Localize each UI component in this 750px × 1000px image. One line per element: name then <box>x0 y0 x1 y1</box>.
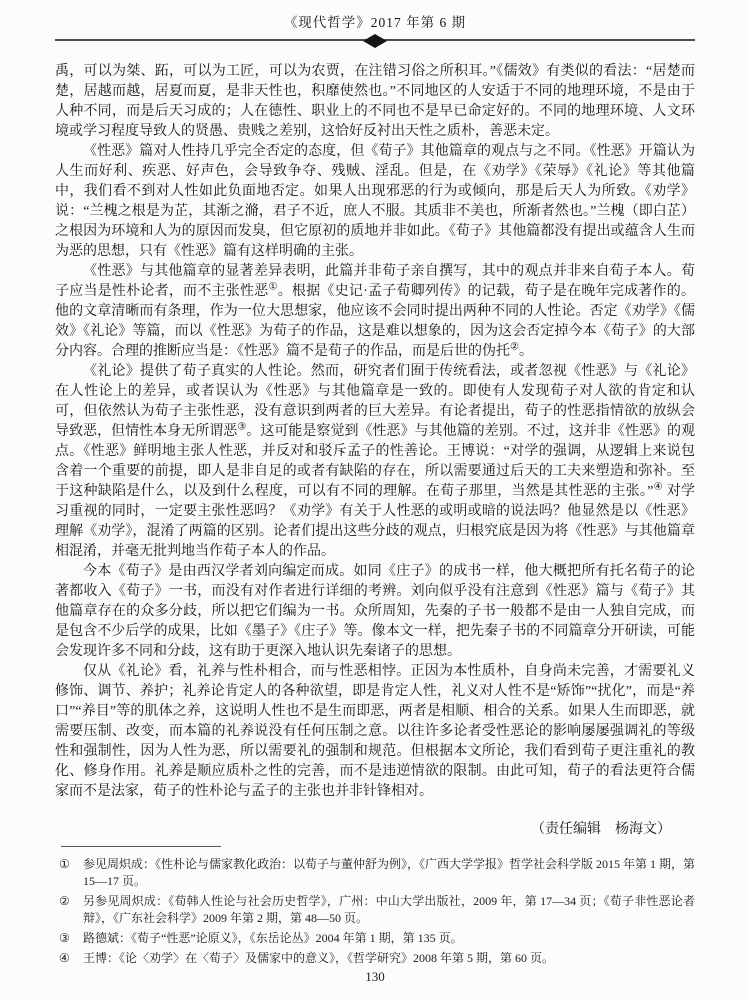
footnotes-section <box>55 846 695 970</box>
paragraph: 仅从《礼论》看，礼养与性朴相合，而与性恶相悖。正因为本性质朴，自身尚未完善，才需要礼义修饰、调节、养护；礼养论肯定人的各种欲望，即是肯定人性，礼义对人性不是“矫饰”“扰化”，而是“养口”“养目”等的肌体之养，这说明人性也不是生而即恶，两者是相顺、相合的关系。如果人生而即恶，就需要压制、改变，而本篇的礼养说没有任何压制之意。以往许多论者受性恶论的影响屡屡强调礼的等级性和强制性，因为人性为恶，所以需要礼的强制和规范。但根据本文所论，我们看到荀子更注重礼的教化、修身作用。礼养是顺应质朴之性的完善，而不是违逆情欲的限制。由此可知，荀子的看法更符合儒家而不是法家，荀子的性朴论与孟子的主张也并非针锋相对。 <box>55 664 695 799</box>
journal-issue-title: 《现代哲学》2017 年第 6 期 <box>283 15 467 30</box>
running-head <box>0 0 750 31</box>
footnote-marker: ③ <box>59 931 70 945</box>
footnote <box>55 950 695 967</box>
article-body <box>55 62 695 840</box>
footnote-text: 王博：《论〈劝学〉在〈荀子〉及儒家中的意义》，《哲学研究》2008 年第 5 期，第 60 页。 <box>83 951 555 965</box>
paragraph: 《礼论》提供了荀子真实的人性论。然而，研究者们囿于传统看法，或者忽视《性恶》与《礼论》在人性论上的差异，或者误认为《性恶》与其他篇章是一致的。即使有人发现荀子对人欲的肯定和认可，但依然认为荀子主张性恶，没有意识到两者的巨大差异。有论者提出，荀子的性恶指情欲的放纵会导致恶，但情性本身无所谓恶③。这可能是察觉到《性恶》与其他篇的差别。不过，这并非《性恶》的观点。《性恶》鲜明地主张人性恶，并反对和驳斥孟子的性善论。王博说：“对学的强调，从逻辑上来说包含着一个重要的前提，即人是非自足的或者有缺陷的存在，所以需要通过后天的工夫来塑造和弥补。至于这种缺陷是什么，以及到什么程度，可以有不同的理解。在荀子那里，当然是其性恶的主张。”④ 对学习重视的同时，一定要主张性恶吗？《劝学》有关于人性恶的或明或暗的说法吗？他显然是以《性恶》理解《劝学》，混淆了两篇的区别。论者们提出这些分歧的观点，归根究底是因为将《性恶》与其他篇章相混淆，并毫无批判地当作荀子本人的作品。 <box>55 364 696 559</box>
diamond-ornament-icon <box>363 34 387 48</box>
footnote-divider <box>61 846 221 847</box>
footnote-text: 参见周炽成：《性朴论与儒家教化政治：以荀子与董仲舒为例》，《广西大学学报》哲学社会科学版 2015 年第 1 期，第 15—17 页。 <box>83 857 696 888</box>
paragraph: 禹，可以为桀、跖，可以为工匠，可以为农贾，在注错习俗之所积耳。”《儒效》有类似的看法：“居楚而楚，居越而越，居夏而夏，是非天性也，积靡使然也。”不同地区的人安适于不同的地理环境，不是由于人种不同，而是后天习成的；人在德性、职业上的不同也不是早已命定好的。不同的地理环境、人文环境或学习程度导致人的贤愚、贵贱之差别，这恰好反衬出天性之质朴，善恶未定。 <box>55 64 695 139</box>
footnote-text: 另参见周炽成：《荀韩人性论与社会历史哲学》，广州：中山大学出版社，2009 年，第 17—34 页；《荀子非性恶论者辩》，《广东社会科学》2009 年第 2 期，第 48—50 页。 <box>83 894 695 925</box>
editor-note: （责任编辑 杨海文） <box>531 822 671 837</box>
paragraph: 《性恶》篇对人性持几乎完全否定的态度，但《荀子》其他篇章的观点与之不同。《性恶》开篇认为人生而好利、疾恶、好声色，会导致争夺、残贼、淫乱。但是，在《劝学》《荣辱》《礼论》等其他篇中，我们看不到对人性如此负面地否定。如果人出现邪恶的行为或倾向，那是后天人为所致。《劝学》说：“兰槐之根是为芷，其渐之滫，君子不近，庶人不服。其质非不美也，所渐者然也。”兰槐（即白芷）之根因为环境和人为的原因而发臭，但它原初的质地并非如此。《荀子》其他篇都没有提出或蕴含人生而为恶的思想，只有《性恶》篇有这样明确的主张。 <box>55 144 695 259</box>
footnote <box>55 893 695 927</box>
header-divider <box>55 39 695 41</box>
footnote <box>55 930 695 947</box>
footnote-marker: ② <box>59 894 70 908</box>
page-number: 130 <box>365 969 385 984</box>
footnote <box>55 856 695 890</box>
footnote-marker: ① <box>59 857 70 871</box>
footnote-text: 路德斌：《荀子“性恶”论原义》，《东岳论丛》2004 年第 1 期，第 135 页。 <box>83 931 463 945</box>
footnote-marker: ④ <box>59 951 70 965</box>
paragraph: 今本《荀子》是由西汉学者刘向编定而成。如同《庄子》的成书一样，他大概把所有托名荀子的论著都收入《荀子》一书，而没有对作者进行详细的考辨。刘向似乎没有注意到《性恶》篇与《荀子》其他篇章存在的众多分歧，所以把它们编为一书。众所周知，先秦的子书一般都不是由一人独自完成，而是包含不少后学的成果，比如《墨子》《庄子》等。像本文一样，把先秦子书的不同篇章分开研读，可能会发现许多不同和分歧，这有助于更深入地认识先秦诸子的思想。 <box>55 564 695 659</box>
paragraph: 《性恶》与其他篇章的显著差异表明，此篇并非荀子亲自撰写，其中的观点并非来自荀子本人。荀子应当是性朴论者，而不主张性恶①。根据《史记·孟子荀卿列传》的记载，荀子是在晚年完成著作的。他的文章清晰而有条理，作为一位大思想家，他应该不会同时提出两种不同的人性论。否定《劝学》《儒效》《礼论》等篇，而以《性恶》为荀子的作品，这是难以想象的，因为这会否定掉今本《荀子》的大部分内容。合理的推断应当是：《性恶》篇不是荀子的作品，而是后世的伪托②。 <box>55 264 695 359</box>
